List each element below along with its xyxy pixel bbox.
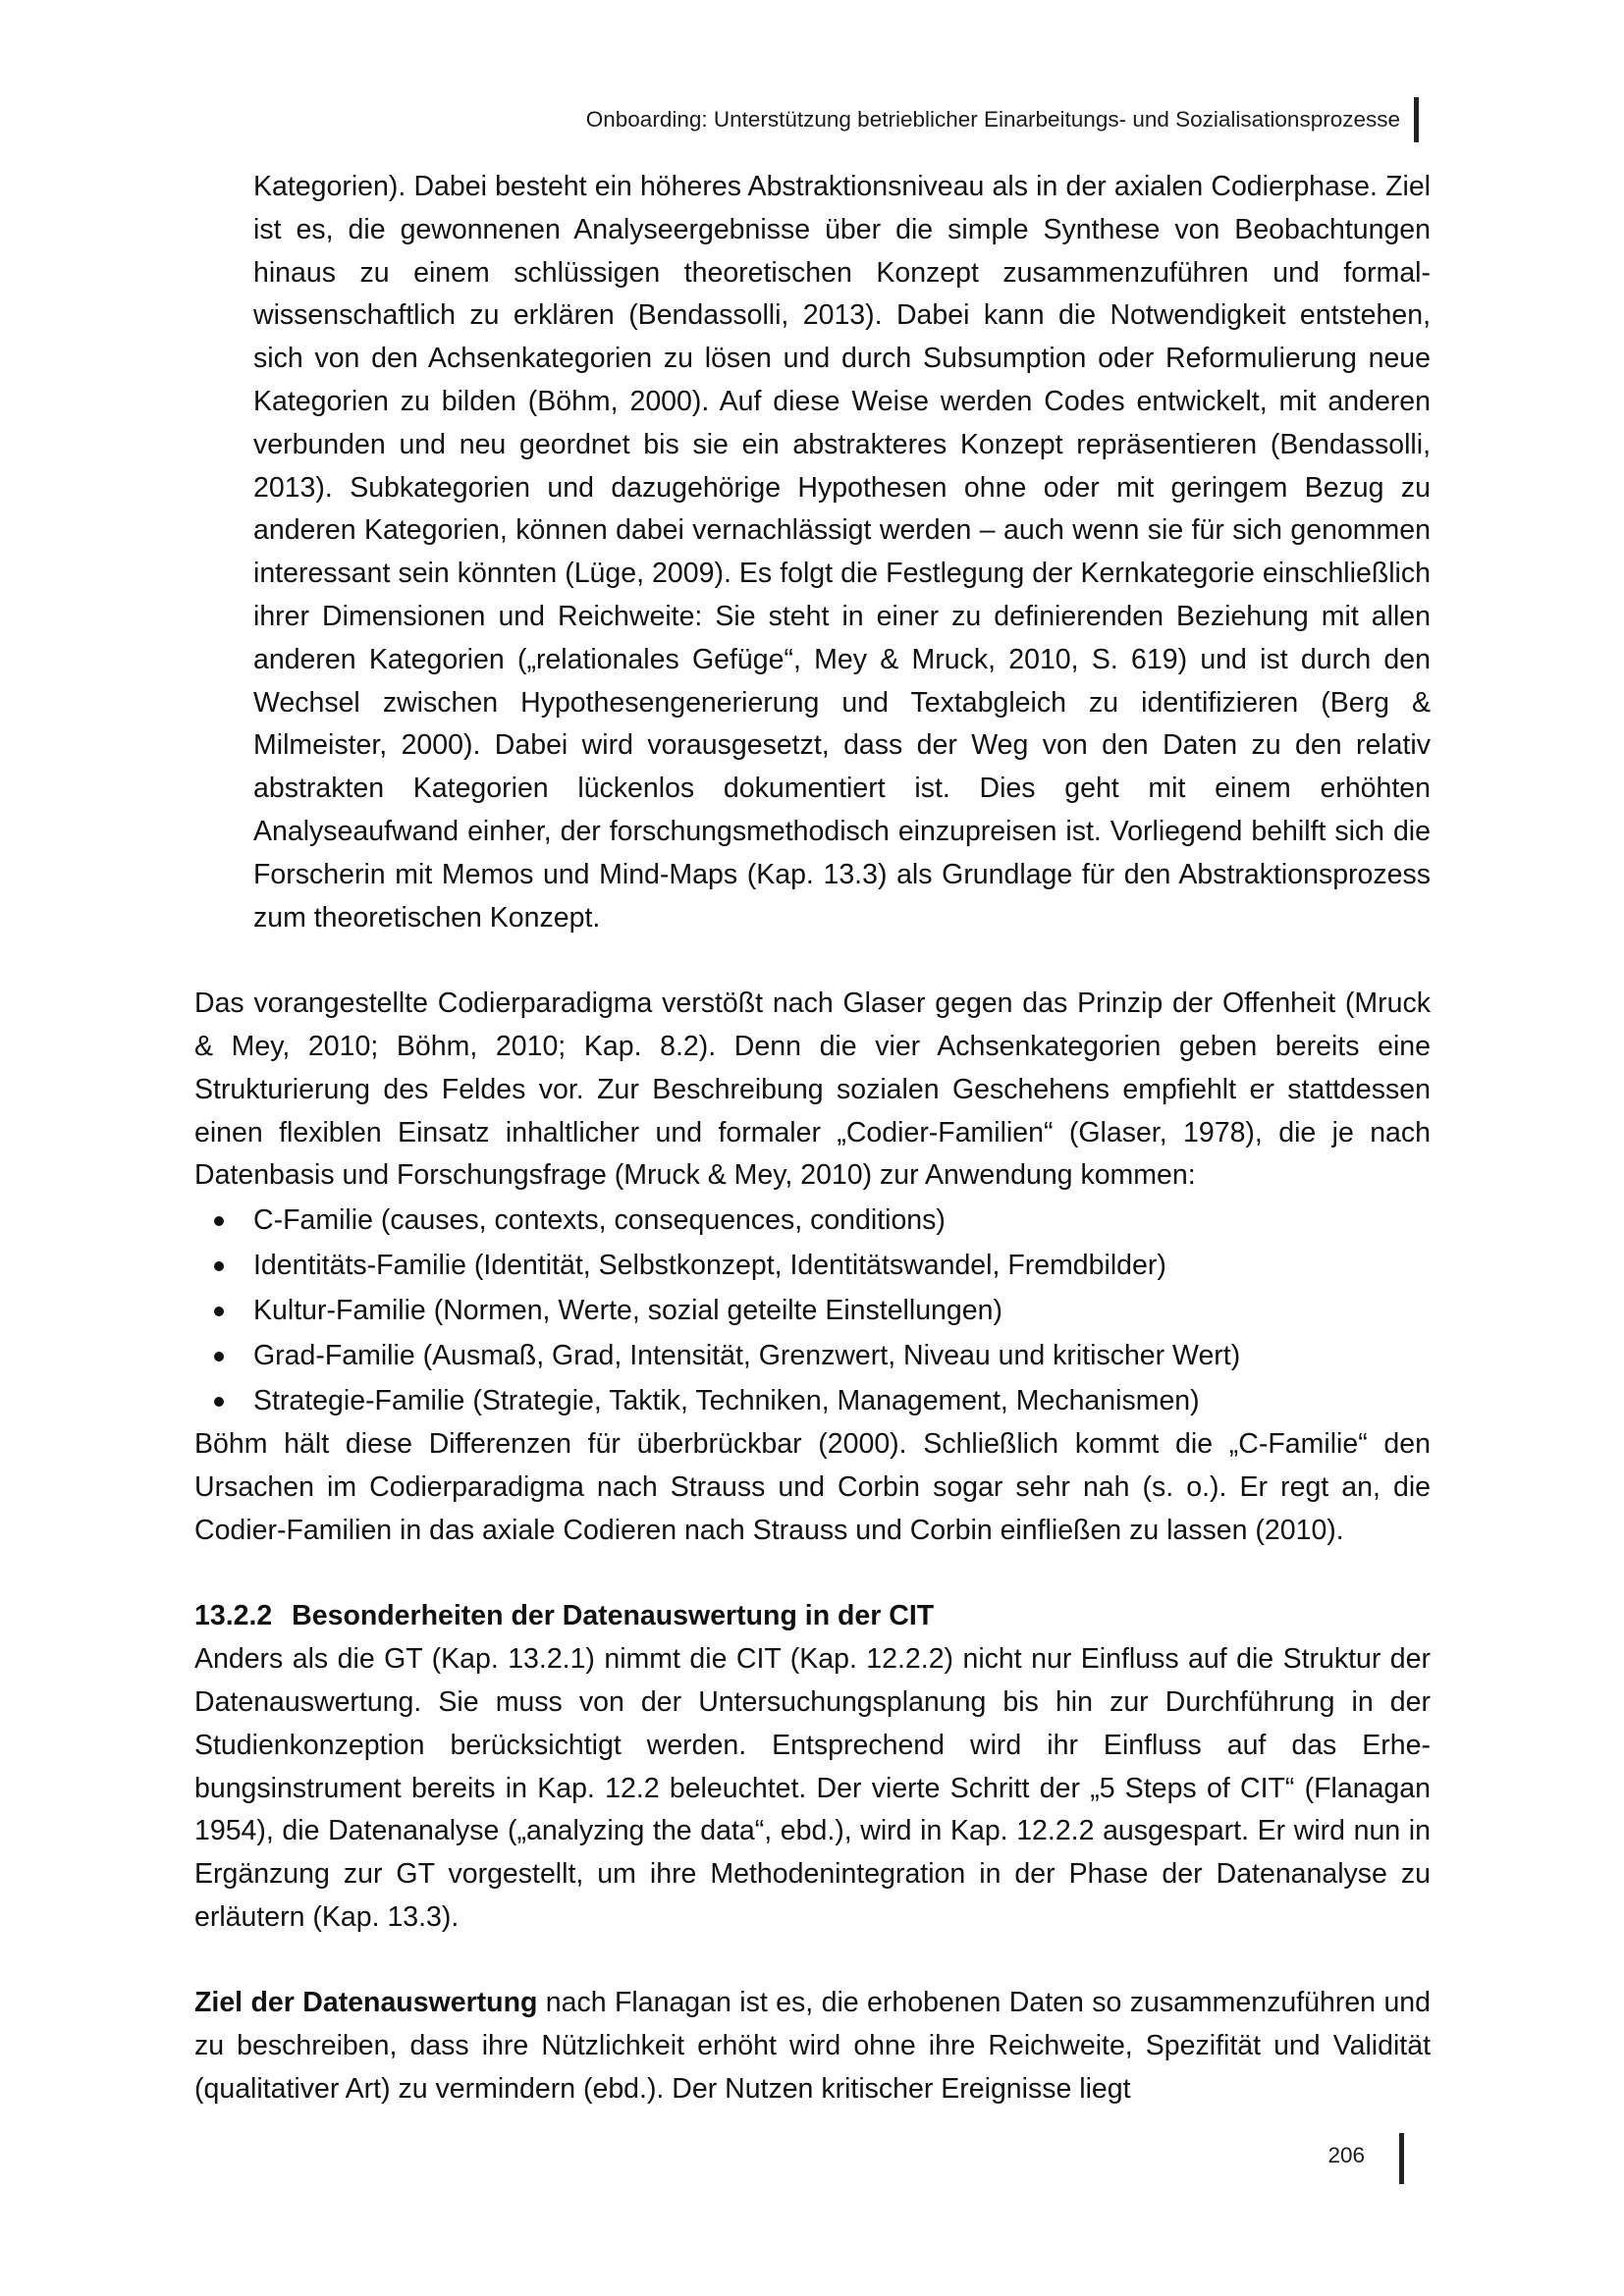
bold-lead-term: Ziel der Datenauswertung	[194, 1987, 538, 2019]
bullet-icon	[214, 1397, 224, 1407]
bullet-icon	[214, 1216, 224, 1226]
ziel-paragraph	[194, 1982, 1431, 2110]
bullet-icon	[214, 1307, 224, 1316]
list-item-text: Strategie-Familie (Strategie, Taktik, Techniken, Management, Mechanismen)	[253, 1385, 1200, 1417]
list-item-text: C-Familie (causes, contexts, consequences, conditions)	[253, 1204, 946, 1237]
list-item-text: Identitäts-Familie (Identität, Selbstkonzept, Identitätswandel, Fremdbilder)	[253, 1250, 1166, 1282]
boehm-paragraph: Böhm hält diese Differenzen für überbrückbar (2000). Schließlich kommt die „C-Familie“ den Ursachen im Codierparadigma nach Strauss und Corbin sogar sehr nah (s. o.). Er regt an, die Codier-Familien in das axiale Codieren nach Strauss und Corbin einfließen zu lassen (2010).	[194, 1428, 1431, 1546]
footer-divider-bar	[1399, 2133, 1404, 2184]
list-item-text: Kultur-Familie (Normen, Werte, sozial geteilte Einstellungen)	[253, 1295, 1002, 1327]
page-number: 206	[1327, 2143, 1365, 2167]
list-item	[194, 1333, 1431, 1378]
section-title: Besonderheiten der Datenauswertung in der CIT	[292, 1600, 935, 1632]
header-divider-bar	[1414, 97, 1419, 142]
page-body	[194, 166, 1431, 2111]
list-item	[194, 1288, 1431, 1333]
section-heading	[194, 1595, 1431, 1638]
bullet-icon	[214, 1261, 224, 1271]
running-header: Onboarding: Unterstützung betrieblicher Einarbeitungs- und Sozialisationsprozesse	[585, 107, 1400, 132]
paragraph-spacer	[194, 1553, 1431, 1596]
list-item	[194, 1378, 1431, 1423]
list-item	[194, 1243, 1431, 1288]
cit-paragraph: Anders als die GT (Kap. 13.2.1) nimmt die CIT (Kap. 12.2.2) nicht nur Einfluss auf die Struktur der Datenauswertung. Sie muss von der Untersuchungsplanung bis hin zur Durchführung in der Studienkonzeption berücksichtigt werden. Entsprechend wird ihr Einfluss auf das Erhebungsinstrument bereits in Kap. 12.2 beleuchtet. Der vierte Schritt der „5 Steps of CIT“ (Flanagan 1954), die Datenanalyse („analyzing the data“, ebd.), wird in Kap. 12.2.2 ausgespart. Er wird nun in Ergänzung zur GT vorgestellt, um ihre Methodenintegration in der Phase der Datenanalyse zu erläutern (Kap. 13.3).	[194, 1643, 1431, 1933]
list-item-text: Grad-Familie (Ausmaß, Grad, Intensität, Grenzwert, Niveau und kritischer Wert)	[253, 1340, 1241, 1372]
bullet-icon	[214, 1352, 224, 1362]
indented-paragraph: Kategorien). Dabei besteht ein höheres Abstraktionsniveau als in der axialen Codierphase. Ziel ist es, die gewonnenen Analyseergebnisse über die simple Synthese von Beobachtungen hinaus zu einem schlüssigen theoretischen Konzept zusammenzuführen und formal-wissenschaftlich zu erklären (Bendassolli, 2013). Dabei kann die Notwendigkeit entstehen, sich von den Achsenkategorien zu lösen und durch Subsumption oder Reformulierung neue Kategorien zu bilden (Böhm, 2000). Auf diese Weise werden Codes entwickelt, mit anderen verbunden und neu geordnet bis sie ein abstrakteres Konzept repräsentieren (Bendassolli, 2013). Subkategorien und dazugehörige Hypothesen ohne oder mit geringem Bezug zu anderen Kategorien, können dabei vernachlässigt werden – auch wenn sie für sich genommen interessant sein könnten (Lüge, 2009). Es folgt die Festlegung der Kernkategorie einschließlich ihrer Dimensionen und Reichweite: Sie steht in einer zu definierenden Beziehung mit allen anderen Kategorien („relationales Gefüge“, Mey & Mruck, 2010, S. 619) und ist durch den Wechsel zwischen Hypothesengenerierung und Textabgleich zu identifizieren (Berg & Milmeister, 2000). Dabei wird vorausgesetzt, dass der Weg von den Daten zu den relativ abstrakten Kategorien lückenlos dokumentiert ist. Dies geht mit einem erhöhten Analyseaufwand einher, der forschungsmethodisch einzupreisen ist. Vorliegend behilft sich die Forscherin mit Memos und Mind-Maps (Kap. 13.3) als Grundlage für den Abstraktionsprozess zum theoretischen Konzept.	[253, 171, 1431, 934]
paragraph-spacer	[194, 1940, 1431, 1983]
list-item	[194, 1198, 1431, 1243]
ziel-paragraph-text: nach Flanagan ist es, die erhobenen Daten so zusammenzuführen und zu beschreiben, dass ihre Nützlichkeit erhöht wird ohne ihre Reichweite, Spezifität und Validität (qualitativer Art) zu vermindern (ebd.). Der Nutzen kritischer Ereignisse liegt	[194, 1987, 1431, 2106]
glaser-paragraph: Das vorangestellte Codierparadigma verstößt nach Glaser gegen das Prinzip der Offenheit (Mruck & Mey, 2010; Böhm, 2010; Kap. 8.2). Denn die vier Achsenkategorien geben bereits eine Strukturierung des Feldes vor. Zur Beschreibung sozialen Geschehens empfiehlt er stattdessen einen flexiblen Einsatz inhaltlicher und formaler „Codier-Familien“ (Glaser, 1978), die je nach Datenbasis und Forschungsfrage (Mruck & Mey, 2010) zur Anwendung kommen:	[194, 988, 1431, 1192]
coding-families-list	[194, 1198, 1431, 1423]
section-number: 13.2.2	[194, 1600, 273, 1632]
paragraph-spacer	[194, 939, 1431, 983]
